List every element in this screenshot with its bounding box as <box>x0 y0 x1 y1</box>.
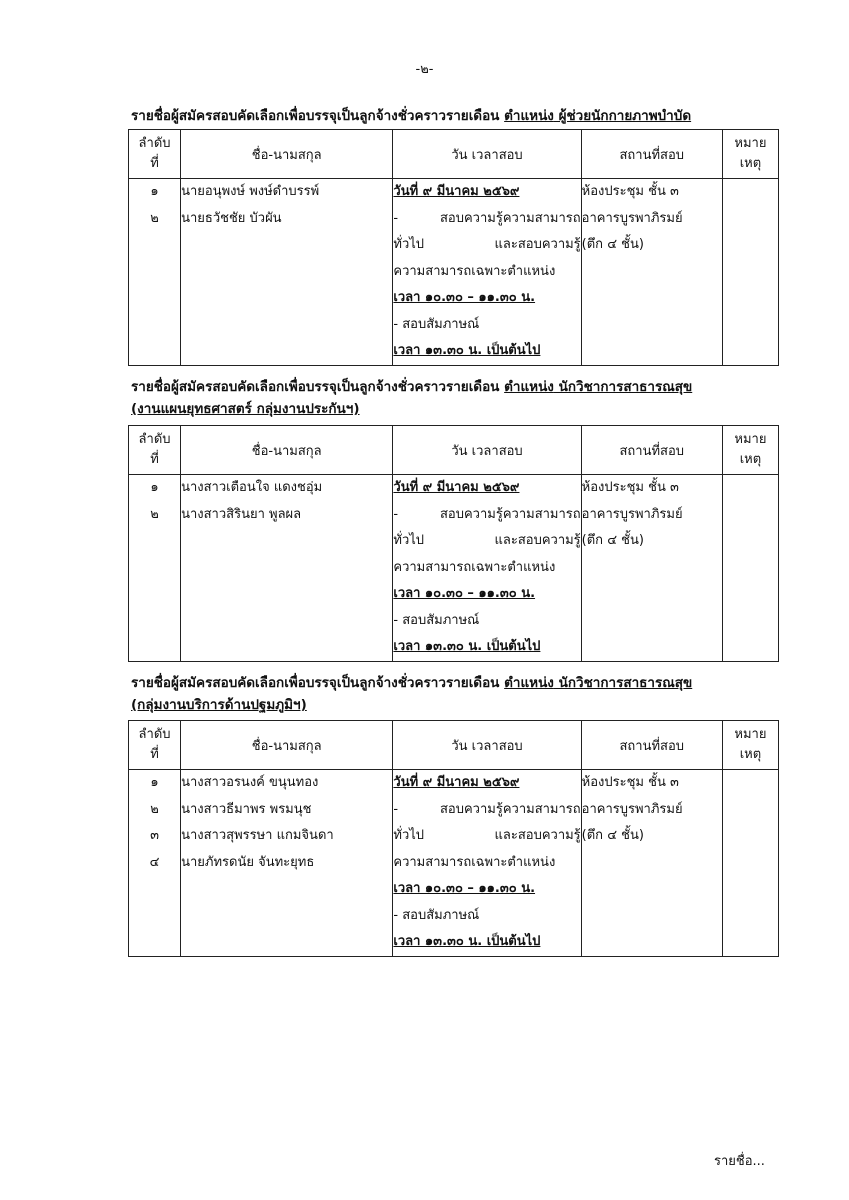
name-cell <box>181 179 393 366</box>
exam-line: ความสามารถเฉพาะตำแหน่ง <box>393 559 556 575</box>
place-line: อาคารบูรพาภิรมย์ <box>581 506 683 522</box>
header-name: ชื่อ-นามสกุล <box>181 426 393 475</box>
note-cell <box>722 475 778 662</box>
exam-date: วันที่ ๙ มีนาคม ๒๕๖๙ <box>393 775 520 790</box>
section-2-heading: รายชื่อผู้สมัครสอบคัดเลือกเพื่อบรรจุเป็นลูกจ้างชั่วคราวรายเดือน ตำแหน่ง นักวิชาการสาธารณสุข (งานแผนยุทธศาสตร์ กลุ่มงานประกันฯ) <box>131 376 781 420</box>
candidate-name: นางสาวอรนงค์ ขนุนทอง <box>181 775 319 790</box>
candidate-name: นางสาวสิรินยา พูลผล <box>181 506 302 522</box>
candidate-number: ๒ <box>150 210 159 226</box>
exam-time-1: เวลา ๑๐.๓๐ – ๑๑.๓๐ น. <box>393 881 536 896</box>
exam-line: - สอบความรู้ความสามารถ <box>393 801 581 817</box>
section-2-subheading: (งานแผนยุทธศาสตร์ กลุ่มงานประกันฯ) <box>131 401 360 417</box>
schedule-cell <box>393 179 581 366</box>
continuation-footer: รายชื่อ... <box>714 1154 765 1169</box>
table-row <box>129 475 779 662</box>
candidate-number: ๒ <box>150 506 159 522</box>
header-name: ชื่อ-นามสกุล <box>181 130 393 179</box>
schedule-cell <box>393 770 581 957</box>
exam-time-1: เวลา ๑๐.๓๐ – ๑๑.๓๐ น. <box>393 290 536 305</box>
place-cell <box>581 770 722 957</box>
exam-time-2: เวลา ๑๓.๓๐ น. เป็นต้นไป <box>393 343 541 358</box>
exam-line: ทั่วไป และสอบความรู้ <box>393 828 581 843</box>
header-date: วัน เวลาสอบ <box>393 426 581 475</box>
section-1-heading: รายชื่อผู้สมัครสอบคัดเลือกเพื่อบรรจุเป็นลูกจ้างชั่วคราวรายเดือน ตำแหน่ง ผู้ช่วยนักกายภาพบำบัด <box>131 108 692 124</box>
place-line: (ตึก ๔ ชั้น) <box>581 533 644 548</box>
table-row <box>129 770 779 957</box>
place-line: ห้องประชุม ชั้น ๓ <box>581 480 679 495</box>
candidate-number: ๑ <box>150 480 159 495</box>
place-line: ห้องประชุม ชั้น ๓ <box>581 775 679 790</box>
candidate-number: ๑ <box>150 184 159 199</box>
candidate-name: นายภัทรดนัย จันทะยุทธ <box>181 854 315 870</box>
candidate-number: ๒ <box>150 801 159 817</box>
section-3-heading: รายชื่อผู้สมัครสอบคัดเลือกเพื่อบรรจุเป็นลูกจ้างชั่วคราวรายเดือน ตำแหน่ง นักวิชาการสาธารณสุข (กลุ่มงานบริการด้านปฐมภูมิฯ) <box>131 672 781 716</box>
number-cell <box>129 179 181 366</box>
number-cell <box>129 475 181 662</box>
candidate-name: นายอนุพงษ์ พงษ์ดำบรรพ์ <box>181 184 320 199</box>
note-cell <box>722 770 778 957</box>
candidates-table-1 <box>128 129 779 366</box>
table-header-row <box>129 130 779 179</box>
exam-line: - สอบความรู้ความสามารถ <box>393 506 581 522</box>
exam-line: ความสามารถเฉพาะตำแหน่ง <box>393 263 556 279</box>
header-date: วัน เวลาสอบ <box>393 721 581 770</box>
page-number: -๒- <box>415 62 434 77</box>
header-place: สถานที่สอบ <box>581 130 722 179</box>
candidates-table-3 <box>128 720 779 957</box>
candidate-number: ๔ <box>149 854 160 870</box>
candidate-name: นางสาวสุพรรษา แกมจินดา <box>181 828 334 843</box>
name-cell <box>181 475 393 662</box>
exam-time-1: เวลา ๑๐.๓๐ – ๑๑.๓๐ น. <box>393 586 536 601</box>
header-no: ลำดับ ที่ <box>129 426 181 475</box>
candidate-name: นายธวัชชัย บัวผัน <box>181 210 282 226</box>
exam-line: ทั่วไป และสอบความรู้ <box>393 237 581 252</box>
exam-line: - สอบความรู้ความสามารถ <box>393 210 581 226</box>
header-date: วัน เวลาสอบ <box>393 130 581 179</box>
header-note: หมาย เหตุ <box>722 130 778 179</box>
exam-line: ทั่วไป และสอบความรู้ <box>393 533 581 548</box>
place-line: อาคารบูรพาภิรมย์ <box>581 801 683 817</box>
candidate-name: นางสาวเตือนใจ แดงชอุ่ม <box>181 480 323 495</box>
candidate-name: นางสาวธีมาพร พรมนุช <box>181 801 312 817</box>
place-line: อาคารบูรพาภิรมย์ <box>581 210 683 226</box>
exam-date: วันที่ ๙ มีนาคม ๒๕๖๙ <box>393 184 520 199</box>
candidates-table-2 <box>128 425 779 662</box>
place-line: (ตึก ๔ ชั้น) <box>581 237 644 252</box>
interview-line: - สอบสัมภาษณ์ <box>393 612 480 628</box>
exam-time-2: เวลา ๑๓.๓๐ น. เป็นต้นไป <box>393 639 541 654</box>
name-cell <box>181 770 393 957</box>
exam-time-2: เวลา ๑๓.๓๐ น. เป็นต้นไป <box>393 934 541 949</box>
number-cell <box>129 770 181 957</box>
note-cell <box>722 179 778 366</box>
interview-line: - สอบสัมภาษณ์ <box>393 316 480 332</box>
header-note: หมาย เหตุ <box>722 721 778 770</box>
header-note: หมาย เหตุ <box>722 426 778 475</box>
header-no: ลำดับ ที่ <box>129 130 181 179</box>
table-header-row <box>129 426 779 475</box>
place-cell <box>581 179 722 366</box>
header-name: ชื่อ-นามสกุล <box>181 721 393 770</box>
header-place: สถานที่สอบ <box>581 426 722 475</box>
header-no: ลำดับ ที่ <box>129 721 181 770</box>
section-3-subheading: (กลุ่มงานบริการด้านปฐมภูมิฯ) <box>131 697 307 713</box>
header-place: สถานที่สอบ <box>581 721 722 770</box>
place-line: ห้องประชุม ชั้น ๓ <box>581 184 679 199</box>
candidate-number: ๓ <box>150 828 159 843</box>
table-row <box>129 179 779 366</box>
exam-line: ความสามารถเฉพาะตำแหน่ง <box>393 854 556 870</box>
candidate-number: ๑ <box>150 775 159 790</box>
schedule-cell <box>393 475 581 662</box>
table-header-row <box>129 721 779 770</box>
place-line: (ตึก ๔ ชั้น) <box>581 828 644 843</box>
interview-line: - สอบสัมภาษณ์ <box>393 907 480 923</box>
place-cell <box>581 475 722 662</box>
exam-date: วันที่ ๙ มีนาคม ๒๕๖๙ <box>393 480 520 495</box>
